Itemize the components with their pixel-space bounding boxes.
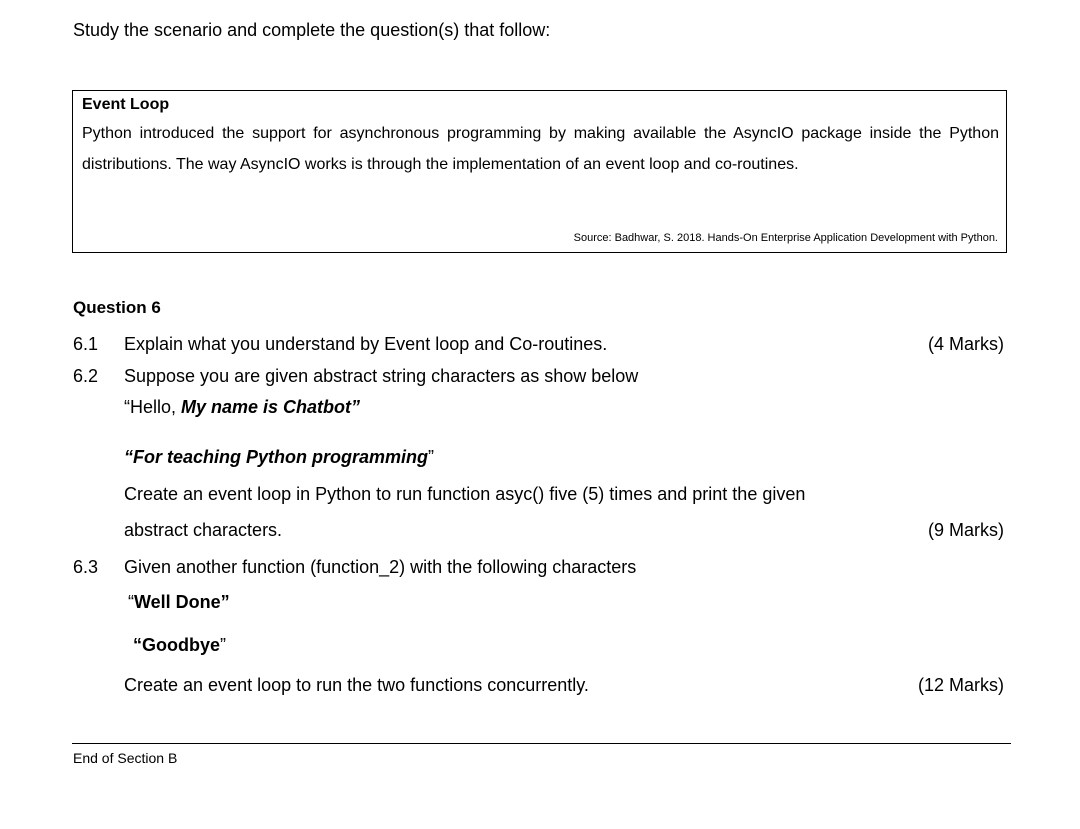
quote-2-bold: “Goodbye (133, 635, 221, 655)
question-6-2-marks: (9 Marks) (928, 520, 1004, 540)
instructions-text: Study the scenario and complete the question(s) that follow: (73, 20, 551, 40)
question-title: Question 6 (73, 298, 161, 317)
question-6-3-quote-2 (133, 633, 226, 657)
question-6-2-quote-1 (124, 395, 360, 419)
question-6-2-number: 6.2 (73, 366, 99, 386)
end-of-section-text: End of Section B (73, 750, 178, 766)
quote-2-end: ” (220, 635, 227, 655)
question-6-2-task-line-2: abstract characters. (124, 520, 283, 540)
quote-1-bold: My name is Chatbot” (181, 397, 361, 417)
question-6-1-number: 6.1 (73, 334, 99, 354)
scenario-text: Python introduced the support for asynchronous programming by making available the AsyncIO package inside the Python distributions. The way AsyncIO works is through the implementation of an event loop and co-routines. (82, 125, 999, 173)
scenario-source: Source: Badhwar, S. 2018. Hands-On Enterprise Application Development with Python. (573, 232, 998, 244)
quote-1-plain: “Hello, (124, 397, 182, 417)
quote-1-open: “ (128, 592, 134, 612)
quote-2-bold: “For teaching Python programming (124, 447, 429, 467)
question-6-2-quote-2 (124, 445, 434, 469)
question-6-1-marks: (4 Marks) (928, 334, 1004, 354)
question-6-3-quote-1 (128, 590, 230, 614)
quote-2-end: ” (428, 447, 435, 467)
question-6-1-text: Explain what you understand by Event loop and Co-routines. (124, 334, 608, 354)
question-6-3-text: Given another function (function_2) with the following characters (124, 557, 637, 577)
quote-1-bold: Well Done” (134, 592, 230, 612)
section-divider (72, 743, 1011, 744)
question-6-3-marks: (12 Marks) (917, 675, 1004, 695)
question-6-2-task-line-1: Create an event loop in Python to run function asyc() five (5) times and print the given (124, 484, 806, 504)
question-6-3-number: 6.3 (73, 557, 99, 577)
scenario-title: Event Loop (82, 96, 170, 113)
question-6-3-task: Create an event loop to run the two functions concurrently. (124, 675, 589, 695)
question-6-2-text: Suppose you are given abstract string characters as show below (124, 366, 639, 386)
